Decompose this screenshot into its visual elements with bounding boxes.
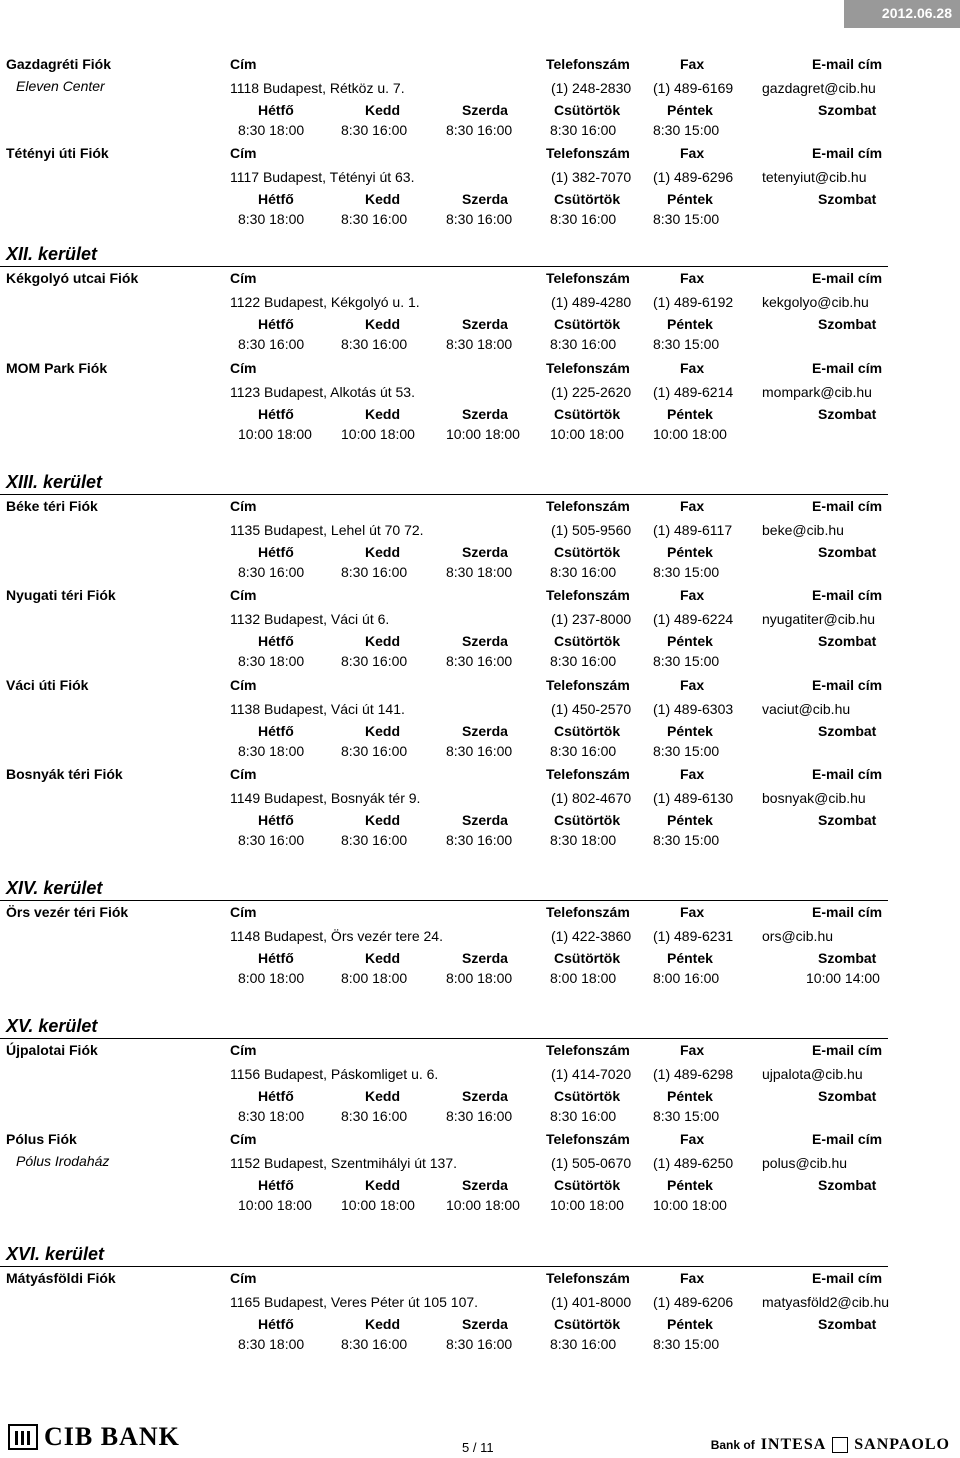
day-label-3: Csütörtök [554, 1088, 621, 1104]
day-label-4: Péntek [667, 1177, 713, 1193]
day-label-4: Péntek [667, 102, 713, 118]
opening-hours-2: 8:30 16:00 [446, 1336, 513, 1352]
email-label: E-mail cím [812, 587, 883, 603]
opening-hours-0: 8:30 18:00 [238, 653, 305, 669]
opening-hours-2: 8:30 16:00 [446, 1108, 513, 1124]
opening-hours-4: 8:30 15:00 [653, 122, 720, 138]
branch-phone: (1) 382-7070 [551, 169, 632, 185]
address-label: Cím [230, 587, 257, 603]
opening-hours-0: 8:30 18:00 [238, 122, 305, 138]
day-label-4: Péntek [667, 1316, 713, 1332]
opening-hours-3: 8:30 16:00 [550, 211, 617, 227]
district-rule [0, 1266, 888, 1267]
day-label-2: Szerda [462, 102, 508, 118]
day-label-5: Szombat [818, 812, 877, 828]
day-label-4: Péntek [667, 950, 713, 966]
fax-label: Fax [680, 56, 705, 72]
day-label-2: Szerda [462, 812, 508, 828]
phone-label: Telefonszám [546, 904, 630, 920]
day-label-1: Kedd [365, 1316, 400, 1332]
day-label-1: Kedd [365, 950, 400, 966]
opening-hours-1: 8:30 16:00 [341, 336, 408, 352]
fax-label: Fax [680, 145, 705, 161]
fax-label: Fax [680, 1270, 705, 1286]
opening-hours-4: 8:30 15:00 [653, 743, 720, 759]
branch-email[interactable]: bosnyak@cib.hu [762, 790, 866, 806]
opening-hours-2: 8:30 16:00 [446, 653, 513, 669]
opening-hours-0: 8:30 16:00 [238, 564, 305, 580]
phone-label: Telefonszám [546, 587, 630, 603]
opening-hours-0: 8:30 18:00 [238, 211, 305, 227]
branch-name: Örs vezér téri Fiók [6, 904, 129, 920]
district-heading: XIII. kerület [6, 472, 103, 492]
day-label-1: Kedd [365, 102, 400, 118]
opening-hours-2: 8:30 18:00 [446, 336, 513, 352]
day-label-1: Kedd [365, 544, 400, 560]
branch-phone: (1) 422-3860 [551, 928, 632, 944]
day-label-5: Szombat [818, 191, 877, 207]
day-label-5: Szombat [818, 950, 877, 966]
opening-hours-3: 8:30 16:00 [550, 743, 617, 759]
day-label-2: Szerda [462, 544, 508, 560]
day-label-4: Péntek [667, 812, 713, 828]
branch-name: Pólus Fiók [6, 1131, 77, 1147]
day-label-5: Szombat [818, 102, 877, 118]
day-label-2: Szerda [462, 1088, 508, 1104]
branch-fax: (1) 489-6224 [653, 611, 734, 627]
day-label-5: Szombat [818, 544, 877, 560]
opening-hours-4: 8:30 15:00 [653, 653, 720, 669]
branch-name: Béke téri Fiók [6, 498, 98, 514]
opening-hours-1: 8:30 16:00 [341, 211, 408, 227]
day-label-0: Hétfő [258, 102, 294, 118]
bank-of-text: Bank of [710, 1438, 755, 1452]
branch-address: 1122 Budapest, Kékgolyó u. 1. [230, 294, 420, 310]
email-label: E-mail cím [812, 360, 883, 376]
day-label-0: Hétfő [258, 1316, 294, 1332]
opening-hours-1: 10:00 18:00 [341, 1197, 415, 1213]
branch-phone: (1) 505-0670 [551, 1155, 632, 1171]
day-label-0: Hétfő [258, 723, 294, 739]
day-label-0: Hétfő [258, 544, 294, 560]
branch-fax: (1) 489-6206 [653, 1294, 734, 1310]
fax-label: Fax [680, 904, 705, 920]
fax-label: Fax [680, 677, 705, 693]
day-label-4: Péntek [667, 406, 713, 422]
day-label-2: Szerda [462, 316, 508, 332]
day-label-1: Kedd [365, 1088, 400, 1104]
opening-hours-0: 8:00 18:00 [238, 970, 305, 986]
cib-logo-icon [8, 1424, 38, 1450]
day-label-3: Csütörtök [554, 723, 621, 739]
opening-hours-4: 8:30 15:00 [653, 1108, 720, 1124]
fax-label: Fax [680, 360, 705, 376]
page-number: 5 / 11 [462, 1440, 494, 1455]
page-footer [0, 1410, 960, 1458]
opening-hours-3: 8:30 16:00 [550, 1336, 617, 1352]
day-label-4: Péntek [667, 1088, 713, 1104]
branch-location: Eleven Center [16, 78, 105, 94]
opening-hours-4: 8:00 16:00 [653, 970, 720, 986]
opening-hours-3: 8:00 18:00 [550, 970, 617, 986]
intesa-text: INTESA [760, 1436, 827, 1453]
district-rule [0, 266, 888, 267]
branch-fax: (1) 489-6296 [653, 169, 734, 185]
branch-email[interactable]: ors@cib.hu [762, 928, 834, 944]
branch-email[interactable]: vaciut@cib.hu [762, 701, 851, 717]
day-label-3: Csütörtök [554, 812, 621, 828]
day-label-2: Szerda [462, 950, 508, 966]
branch-email[interactable]: tetenyiut@cib.hu [762, 169, 867, 185]
day-label-3: Csütörtök [554, 544, 621, 560]
phone-label: Telefonszám [546, 56, 630, 72]
day-label-5: Szombat [818, 1316, 877, 1332]
day-label-2: Szerda [462, 191, 508, 207]
day-label-5: Szombat [818, 1177, 877, 1193]
branch-address: 1148 Budapest, Örs vezér tere 24. [230, 928, 443, 944]
email-label: E-mail cím [812, 904, 883, 920]
opening-hours-1: 8:30 16:00 [341, 832, 408, 848]
branch-phone: (1) 401-8000 [551, 1294, 632, 1310]
day-label-1: Kedd [365, 812, 400, 828]
email-label: E-mail cím [812, 145, 883, 161]
phone-label: Telefonszám [546, 1131, 630, 1147]
branch-fax: (1) 489-6130 [653, 790, 734, 806]
district-heading: XVI. kerület [6, 1244, 105, 1264]
email-label: E-mail cím [812, 1270, 883, 1286]
address-label: Cím [230, 498, 257, 514]
branch-email[interactable]: ujpalota@cib.hu [762, 1066, 863, 1082]
opening-hours-2: 8:30 16:00 [446, 211, 513, 227]
branch-address: 1123 Budapest, Alkotás út 53. [230, 384, 415, 400]
day-label-2: Szerda [462, 723, 508, 739]
address-label: Cím [230, 145, 257, 161]
fax-label: Fax [680, 1131, 705, 1147]
fax-label: Fax [680, 270, 705, 286]
district-heading: XII. kerület [6, 244, 98, 264]
phone-label: Telefonszám [546, 1042, 630, 1058]
opening-hours-3: 8:30 16:00 [550, 564, 617, 580]
phone-label: Telefonszám [546, 360, 630, 376]
day-label-5: Szombat [818, 406, 877, 422]
opening-hours-2: 8:30 16:00 [446, 122, 513, 138]
branch-fax: (1) 489-6117 [653, 522, 733, 538]
opening-hours-0: 8:30 18:00 [238, 1336, 305, 1352]
day-label-3: Csütörtök [554, 191, 621, 207]
branch-email[interactable]: beke@cib.hu [762, 522, 844, 538]
opening-hours-5: 10:00 14:00 [806, 970, 880, 986]
document-date: 2012.06.28 [881, 5, 952, 21]
day-label-1: Kedd [365, 191, 400, 207]
opening-hours-2: 8:00 18:00 [446, 970, 513, 986]
day-label-5: Szombat [818, 316, 877, 332]
opening-hours-1: 8:30 16:00 [341, 564, 408, 580]
fax-label: Fax [680, 766, 705, 782]
day-label-4: Péntek [667, 723, 713, 739]
opening-hours-4: 8:30 15:00 [653, 336, 720, 352]
day-label-4: Péntek [667, 544, 713, 560]
branch-name: Bosnyák téri Fiók [6, 766, 123, 782]
opening-hours-2: 10:00 18:00 [446, 426, 520, 442]
opening-hours-1: 8:30 16:00 [341, 1336, 408, 1352]
district-rule [0, 1038, 888, 1039]
branch-name: MOM Park Fiók [6, 360, 108, 376]
address-label: Cím [230, 1270, 257, 1286]
branch-phone: (1) 450-2570 [551, 701, 632, 717]
district-heading: XV. kerület [6, 1016, 98, 1036]
phone-label: Telefonszám [546, 498, 630, 514]
branch-name: Tétényi úti Fiók [6, 145, 109, 161]
opening-hours-2: 10:00 18:00 [446, 1197, 520, 1213]
fax-label: Fax [680, 587, 705, 603]
opening-hours-2: 8:30 16:00 [446, 743, 513, 759]
branch-email[interactable]: kekgolyo@cib.hu [762, 294, 869, 310]
address-label: Cím [230, 1042, 257, 1058]
opening-hours-4: 10:00 18:00 [653, 1197, 727, 1213]
day-label-3: Csütörtök [554, 316, 621, 332]
branch-address: 1138 Budapest, Váci út 141. [230, 701, 405, 717]
address-label: Cím [230, 904, 257, 920]
fax-label: Fax [680, 498, 705, 514]
day-label-3: Csütörtök [554, 1177, 621, 1193]
email-label: E-mail cím [812, 270, 883, 286]
day-label-1: Kedd [365, 406, 400, 422]
address-label: Cím [230, 1131, 257, 1147]
branch-address: 1165 Budapest, Veres Péter út 105 107. [230, 1294, 479, 1310]
day-label-0: Hétfő [258, 950, 294, 966]
opening-hours-1: 8:00 18:00 [341, 970, 408, 986]
branch-address: 1152 Budapest, Szentmihályi út 137. [230, 1155, 458, 1171]
opening-hours-1: 10:00 18:00 [341, 426, 415, 442]
branch-address: 1117 Budapest, Tétényi út 63. [230, 169, 415, 185]
opening-hours-4: 8:30 15:00 [653, 1336, 720, 1352]
day-label-1: Kedd [365, 723, 400, 739]
branch-address: 1135 Budapest, Lehel út 70 72. [230, 522, 424, 538]
branch-email[interactable]: matyasföld2@cib.hu [762, 1294, 890, 1310]
district-rule [0, 900, 888, 901]
branch-phone: (1) 505-9560 [551, 522, 632, 538]
branch-email[interactable]: polus@cib.hu [762, 1155, 848, 1171]
branch-fax: (1) 489-6298 [653, 1066, 734, 1082]
day-label-2: Szerda [462, 633, 508, 649]
opening-hours-1: 8:30 16:00 [341, 743, 408, 759]
sanpaolo-text: SANPAOLO [854, 1436, 950, 1453]
branch-name: Újpalotai Fiók [6, 1042, 98, 1058]
branch-fax: (1) 489-6192 [653, 294, 734, 310]
branch-name: Kékgolyó utcai Fiók [6, 270, 139, 286]
opening-hours-3: 8:30 18:00 [550, 832, 617, 848]
day-label-3: Csütörtök [554, 950, 621, 966]
branch-email[interactable]: mompark@cib.hu [762, 384, 872, 400]
email-label: E-mail cím [812, 1042, 883, 1058]
branch-address: 1156 Budapest, Páskomliget u. 6. [230, 1066, 439, 1082]
branch-name: Váci úti Fiók [6, 677, 89, 693]
day-label-3: Csütörtök [554, 102, 621, 118]
opening-hours-3: 10:00 18:00 [550, 426, 624, 442]
opening-hours-0: 8:30 16:00 [238, 832, 305, 848]
phone-label: Telefonszám [546, 677, 630, 693]
branch-phone: (1) 248-2830 [551, 80, 632, 96]
day-label-5: Szombat [818, 723, 877, 739]
email-label: E-mail cím [812, 498, 883, 514]
day-label-1: Kedd [365, 316, 400, 332]
email-label: E-mail cím [812, 1131, 883, 1147]
day-label-0: Hétfő [258, 812, 294, 828]
branch-phone: (1) 225-2620 [551, 384, 632, 400]
branch-phone: (1) 414-7020 [551, 1066, 632, 1082]
phone-label: Telefonszám [546, 766, 630, 782]
day-label-0: Hétfő [258, 316, 294, 332]
email-label: E-mail cím [812, 56, 883, 72]
opening-hours-3: 8:30 16:00 [550, 653, 617, 669]
phone-label: Telefonszám [546, 1270, 630, 1286]
day-label-5: Szombat [818, 633, 877, 649]
opening-hours-4: 8:30 15:00 [653, 832, 720, 848]
opening-hours-0: 8:30 18:00 [238, 1108, 305, 1124]
phone-label: Telefonszám [546, 145, 630, 161]
day-label-4: Péntek [667, 191, 713, 207]
opening-hours-3: 8:30 16:00 [550, 1108, 617, 1124]
address-label: Cím [230, 270, 257, 286]
branch-phone: (1) 489-4280 [551, 294, 632, 310]
date-bar [844, 0, 960, 28]
branch-address: 1149 Budapest, Bosnyák tér 9. [230, 790, 421, 806]
opening-hours-4: 10:00 18:00 [653, 426, 727, 442]
district-heading: XIV. kerület [6, 878, 103, 898]
day-label-1: Kedd [365, 1177, 400, 1193]
address-label: Cím [230, 766, 257, 782]
address-label: Cím [230, 677, 257, 693]
opening-hours-4: 8:30 15:00 [653, 211, 720, 227]
email-label: E-mail cím [812, 677, 883, 693]
opening-hours-1: 8:30 16:00 [341, 122, 408, 138]
phone-label: Telefonszám [546, 270, 630, 286]
opening-hours-4: 8:30 15:00 [653, 564, 720, 580]
opening-hours-0: 8:30 18:00 [238, 743, 305, 759]
opening-hours-0: 10:00 18:00 [238, 1197, 312, 1213]
branch-phone: (1) 802-4670 [551, 790, 632, 806]
fax-label: Fax [680, 1042, 705, 1058]
branch-fax: (1) 489-6250 [653, 1155, 734, 1171]
email-label: E-mail cím [812, 766, 883, 782]
opening-hours-0: 10:00 18:00 [238, 426, 312, 442]
day-label-4: Péntek [667, 316, 713, 332]
branch-address: 1132 Budapest, Váci út 6. [230, 611, 390, 627]
opening-hours-3: 8:30 16:00 [550, 336, 617, 352]
day-label-2: Szerda [462, 1316, 508, 1332]
day-label-3: Csütörtök [554, 1316, 621, 1332]
opening-hours-3: 8:30 16:00 [550, 122, 617, 138]
branch-fax: (1) 489-6169 [653, 80, 734, 96]
opening-hours-2: 8:30 16:00 [446, 832, 513, 848]
opening-hours-2: 8:30 18:00 [446, 564, 513, 580]
day-label-2: Szerda [462, 406, 508, 422]
day-label-2: Szerda [462, 1177, 508, 1193]
opening-hours-1: 8:30 16:00 [341, 1108, 408, 1124]
branch-name: Nyugati téri Fiók [6, 587, 116, 603]
opening-hours-1: 8:30 16:00 [341, 653, 408, 669]
branch-address: 1118 Budapest, Rétköz u. 7. [230, 80, 405, 96]
day-label-0: Hétfő [258, 633, 294, 649]
branch-email[interactable]: gazdagret@cib.hu [762, 80, 876, 96]
day-label-0: Hétfő [258, 1088, 294, 1104]
day-label-0: Hétfő [258, 1177, 294, 1193]
day-label-3: Csütörtök [554, 406, 621, 422]
day-label-1: Kedd [365, 633, 400, 649]
branch-phone: (1) 237-8000 [551, 611, 632, 627]
opening-hours-0: 8:30 16:00 [238, 336, 305, 352]
opening-hours-3: 10:00 18:00 [550, 1197, 624, 1213]
cib-logo-text: CIB BANK [44, 1422, 180, 1451]
cib-bank-logo [8, 1422, 180, 1452]
intesa-logo [711, 1436, 950, 1454]
district-rule [0, 494, 888, 495]
day-label-0: Hétfő [258, 406, 294, 422]
branch-email[interactable]: nyugatiter@cib.hu [762, 611, 876, 627]
intesa-mark-icon [832, 1437, 848, 1453]
address-label: Cím [230, 360, 257, 376]
branch-location: Pólus Irodaház [16, 1153, 110, 1169]
day-label-0: Hétfő [258, 191, 294, 207]
address-label: Cím [230, 56, 257, 72]
branch-fax: (1) 489-6231 [653, 928, 734, 944]
day-label-5: Szombat [818, 1088, 877, 1104]
branch-fax: (1) 489-6214 [653, 384, 734, 400]
branch-name: Mátyásföldi Fiók [6, 1270, 116, 1286]
branch-name: Gazdagréti Fiók [6, 56, 112, 72]
branch-fax: (1) 489-6303 [653, 701, 734, 717]
day-label-3: Csütörtök [554, 633, 621, 649]
day-label-4: Péntek [667, 633, 713, 649]
